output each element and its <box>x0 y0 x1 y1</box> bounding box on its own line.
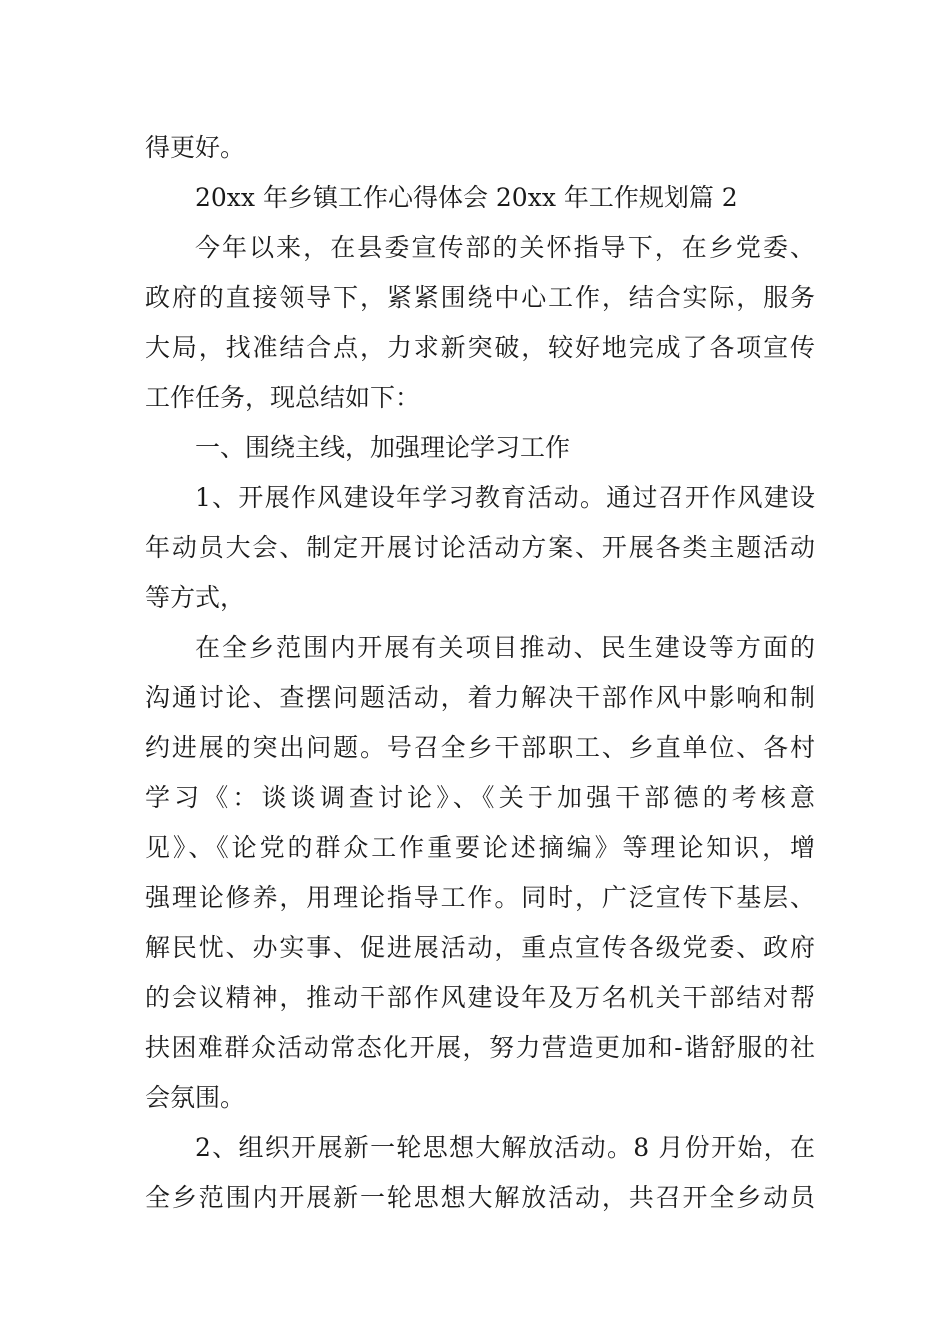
text-line: 扶困难群众活动常态化开展，努力营造更加和-谐舒服的社 <box>145 1033 815 1062</box>
text-line: 大局，找准结合点，力求新突破，较好地完成了各项宣传 <box>145 333 815 362</box>
text-line: 强理论修养，用理论指导工作。同时，广泛宣传下基层、 <box>145 883 815 912</box>
text-line: 政府的直接领导下，紧紧围绕中心工作，结合实际，服务 <box>145 283 815 312</box>
text-line: 沟通讨论、查摆问题活动，着力解决干部作风中影响和制 <box>145 683 815 712</box>
text-line: 年动员大会、制定开展讨论活动方案、开展各类主题活动 <box>145 533 815 562</box>
section-heading: 一、围绕主线，加强理论学习工作 <box>195 433 571 462</box>
text-line: 的会议精神，推动干部作风建设年及万名机关干部结对帮 <box>145 983 815 1012</box>
text-line: 全乡范围内开展新一轮思想大解放活动，共召开全乡动员 <box>145 1183 815 1212</box>
text-line: 工作任务，现总结如下： <box>145 383 421 412</box>
text-line: 学习《：谈谈调查讨论》、《关于加强干部德的考核意 <box>145 783 815 812</box>
text-line: 等方式， <box>145 583 246 612</box>
text-line: 约进展的突出问题。号召全乡干部职工、乡直单位、各村 <box>145 733 815 762</box>
text-line: 今年以来，在县委宣传部的关怀指导下，在乡党委、 <box>195 233 815 262</box>
text-line: 会氛围。 <box>145 1083 246 1112</box>
text-line: 解民忧、办实事、促进展活动，重点宣传各级党委、政府 <box>145 933 815 962</box>
text-line: 在全乡范围内开展有关项目推动、民生建设等方面的 <box>195 633 815 662</box>
text-line: 见》、《论党的群众工作重要论述摘编》等理论知识，增 <box>145 833 815 862</box>
section-title: 20xx 年乡镇工作心得体会 20xx 年工作规划篇 2 <box>195 183 738 212</box>
text-line: 得更好。 <box>145 133 246 162</box>
text-line: 2、组织开展新一轮思想大解放活动。8 月份开始，在 <box>195 1133 815 1162</box>
text-line: 1、开展作风建设年学习教育活动。通过召开作风建设 <box>195 483 815 512</box>
